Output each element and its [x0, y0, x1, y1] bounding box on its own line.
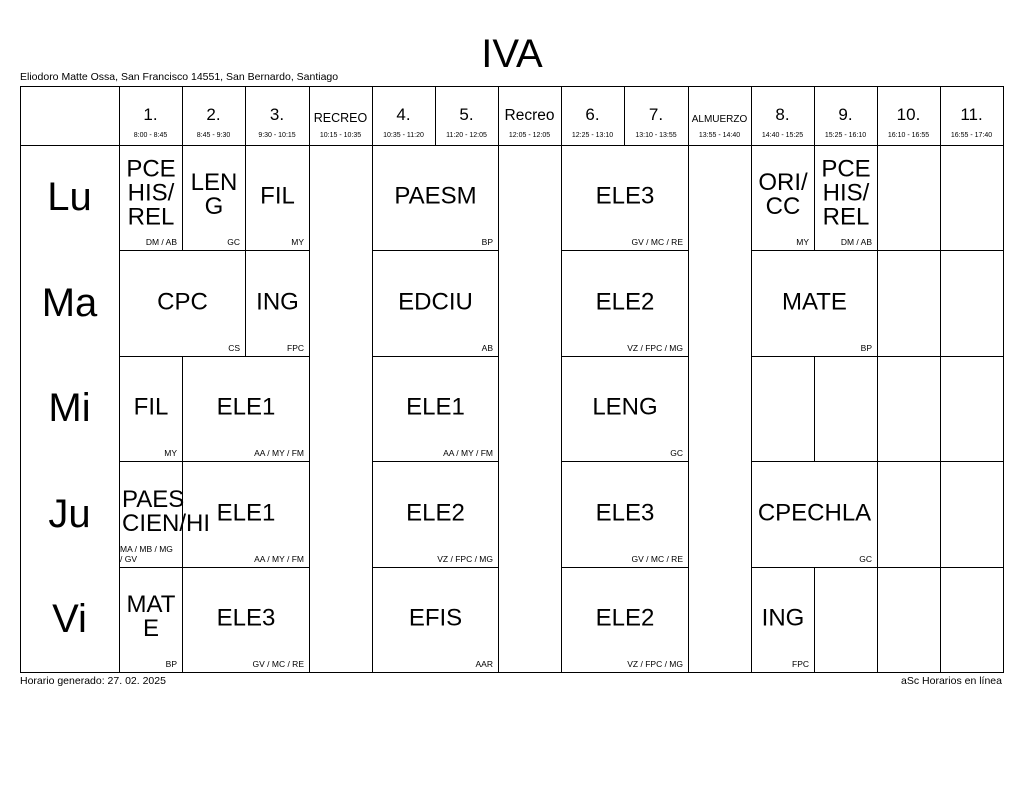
lesson-cell[interactable] — [183, 146, 245, 250]
period-time: 13:55 - 14:40 — [698, 132, 741, 139]
period-time: 12:25 - 13:10 — [571, 132, 614, 139]
lesson-teacher: MY — [291, 237, 304, 247]
lesson-teacher: BP — [860, 343, 872, 353]
lesson-teacher: CS — [228, 343, 240, 353]
period-header — [498, 86, 561, 145]
lesson-teacher: GV / MC / RE — [631, 554, 683, 564]
lesson-teacher: DM / AB — [145, 237, 177, 247]
period-time: 11:20 - 12:05 — [446, 132, 487, 139]
lesson-teacher: AAR — [475, 659, 493, 669]
grid-line — [940, 250, 1003, 251]
grid-line — [940, 461, 941, 568]
lesson-subject: MATE — [782, 288, 847, 316]
lesson-subject: ELE2 — [595, 288, 655, 316]
lesson-cell[interactable] — [120, 568, 182, 672]
grid-line — [814, 672, 877, 673]
grid-line — [309, 356, 310, 462]
period-time: 16:10 - 16:55 — [887, 132, 930, 139]
lesson-teacher: BP — [481, 237, 493, 247]
period-header — [877, 86, 940, 145]
lesson-teacher: VZ / FPC / MG — [627, 343, 683, 353]
lesson-subject: CPECHLA — [757, 499, 872, 527]
period-header — [561, 86, 624, 145]
grid-line — [751, 356, 752, 462]
grid-line — [940, 461, 1003, 462]
lesson-cell[interactable] — [183, 568, 309, 672]
day-label: Ma — [41, 280, 98, 325]
lesson-subject: ELE1 — [216, 393, 276, 421]
period-label: 11. — [960, 105, 983, 124]
period-label: 10. — [896, 105, 921, 124]
grid-line — [814, 567, 815, 673]
lesson-subject: PAES CIEN/HI — [122, 485, 211, 537]
period-time: 14:40 - 15:25 — [761, 132, 804, 139]
period-time: 10:35 - 11:20 — [383, 132, 424, 139]
lesson-teacher: AA / MY / FM — [254, 554, 304, 564]
grid-line — [877, 461, 878, 568]
grid-line — [877, 250, 940, 251]
period-header — [245, 86, 309, 145]
lesson-cell[interactable] — [752, 462, 877, 567]
grid-line — [940, 672, 1003, 673]
lesson-teacher: VZ / FPC / MG — [627, 659, 683, 669]
day-label: Lu — [47, 175, 92, 219]
period-header — [309, 86, 372, 145]
grid-line — [814, 356, 877, 357]
lesson-teacher: GC — [227, 237, 240, 247]
period-header — [435, 86, 498, 145]
lesson-cell[interactable] — [246, 251, 309, 356]
lesson-teacher: MY — [796, 237, 809, 247]
grid-line — [688, 567, 689, 673]
period-time: 9:30 - 10:15 — [258, 132, 296, 139]
lesson-cell[interactable] — [562, 462, 688, 567]
grid-line — [688, 250, 689, 357]
period-label: 1. — [143, 105, 158, 124]
grid-line — [877, 356, 940, 357]
period-header — [182, 86, 245, 145]
period-time: 16:55 - 17:40 — [950, 132, 993, 139]
lesson-subject: ELE1 — [216, 499, 276, 527]
grid-line — [309, 672, 372, 673]
grid-line — [688, 672, 751, 673]
period-header — [688, 86, 751, 145]
grid-line — [309, 145, 310, 251]
school-address: Eliodoro Matte Ossa, San Francisco 14551, San Bernardo, Santiago — [20, 71, 339, 83]
grid-line — [1003, 86, 1004, 673]
lesson-subject: ELE2 — [595, 604, 655, 632]
lesson-cell[interactable] — [183, 357, 309, 461]
grid-line — [624, 672, 688, 673]
lesson-cell[interactable] — [373, 251, 498, 356]
lesson-subject: ORI/ CC — [758, 169, 808, 221]
software-credit: aSc Horarios en línea — [901, 675, 1002, 687]
period-label: 7. — [648, 105, 664, 124]
lesson-cell[interactable] — [562, 357, 688, 461]
grid-line — [498, 461, 499, 568]
lesson-cell[interactable] — [120, 251, 245, 356]
period-time: 8:00 - 8:45 — [133, 132, 168, 139]
lesson-teacher: GC — [859, 554, 872, 564]
lesson-teacher: FPC — [792, 659, 809, 669]
period-time: 8:45 - 9:30 — [196, 132, 231, 139]
lesson-subject: PCE HIS/ REL — [821, 155, 871, 231]
lesson-teacher: GV / MC / RE — [252, 659, 304, 669]
grid-line — [498, 250, 499, 357]
generated-date: Horario generado: 27. 02. 2025 — [20, 675, 166, 687]
grid-line — [940, 356, 941, 462]
period-label: Recreo — [504, 107, 555, 124]
lesson-teacher: MY — [164, 448, 177, 458]
grid-line — [877, 567, 940, 568]
day-label: Vi — [52, 597, 87, 641]
lesson-cell[interactable] — [373, 146, 498, 250]
lesson-subject: CPC — [157, 288, 208, 316]
grid-line — [877, 145, 878, 251]
lesson-subject: ING — [256, 288, 299, 316]
grid-line — [877, 461, 940, 462]
grid-line — [814, 356, 815, 462]
period-label: 9. — [838, 105, 853, 124]
grid-line — [877, 356, 878, 462]
lesson-subject: PCE HIS/ REL — [126, 155, 176, 231]
lesson-subject: ELE2 — [406, 499, 465, 527]
lesson-subject: PAESM — [394, 182, 477, 210]
lesson-teacher: DM / AB — [840, 237, 872, 247]
period-label: 2. — [206, 105, 221, 124]
lesson-cell[interactable] — [752, 251, 877, 356]
lesson-teacher: FPC — [287, 343, 304, 353]
grid-line — [688, 145, 689, 251]
lesson-subject: ELE3 — [595, 182, 655, 210]
lesson-subject: LEN G — [190, 169, 238, 221]
lesson-cell[interactable] — [752, 568, 814, 672]
grid-line — [940, 250, 941, 357]
lesson-subject: ELE1 — [406, 393, 465, 421]
grid-line — [940, 356, 1003, 357]
grid-line — [814, 567, 877, 568]
lesson-subject: FIL — [133, 393, 169, 421]
lesson-cell[interactable] — [562, 568, 688, 672]
period-time: 13:10 - 13:55 — [635, 132, 677, 139]
grid-line — [688, 356, 689, 462]
period-header — [372, 86, 435, 145]
period-header — [940, 86, 1003, 145]
grid-line — [877, 567, 878, 673]
lesson-cell[interactable] — [120, 357, 182, 461]
lesson-cell[interactable] — [373, 568, 498, 672]
grid-line — [372, 672, 435, 673]
lesson-teacher: GV / MC / RE — [631, 237, 683, 247]
lesson-cell[interactable] — [120, 146, 182, 250]
lesson-subject: EFIS — [408, 604, 463, 632]
lesson-subject: ELE3 — [595, 499, 655, 527]
lesson-teacher: AA / MY / FM — [254, 448, 304, 458]
lesson-teacher: BP — [165, 659, 177, 669]
lesson-cell[interactable] — [752, 146, 814, 250]
lesson-subject: FIL — [260, 182, 295, 210]
grid-line — [877, 250, 878, 357]
period-time: 10:15 - 10:35 — [319, 132, 362, 139]
period-header — [814, 86, 877, 145]
period-label: 4. — [396, 105, 411, 124]
lesson-teacher: MA / MB / MG / GV — [120, 544, 173, 564]
lesson-subject: LENG — [592, 393, 658, 421]
timetable-title: IVA — [481, 32, 543, 76]
grid-line — [498, 567, 499, 673]
period-time: 12:05 - 12:05 — [508, 132, 551, 139]
period-time: 15:25 - 16:10 — [824, 132, 867, 139]
lesson-cell[interactable] — [815, 146, 877, 250]
lesson-teacher: AA / MY / FM — [443, 448, 493, 458]
period-label: RECREO — [313, 111, 368, 125]
period-label: 6. — [585, 105, 600, 124]
period-header — [751, 86, 814, 145]
grid-line — [561, 672, 624, 673]
lesson-cell[interactable] — [373, 462, 498, 567]
lesson-cell[interactable] — [246, 146, 309, 250]
lesson-cell[interactable] — [373, 357, 498, 461]
period-label: 8. — [775, 105, 790, 124]
period-label: 3. — [269, 105, 285, 124]
lesson-subject: ING — [761, 604, 805, 632]
grid-line — [751, 672, 814, 673]
lesson-cell[interactable] — [562, 146, 688, 250]
grid-line — [940, 567, 941, 673]
lesson-teacher: VZ / FPC / MG — [437, 554, 493, 564]
grid-line — [309, 461, 310, 568]
grid-line — [751, 356, 814, 357]
grid-line — [498, 672, 561, 673]
grid-line — [688, 461, 689, 568]
day-label: Ju — [48, 491, 91, 536]
lesson-subject: ELE3 — [216, 604, 276, 632]
period-label: 5. — [459, 105, 474, 124]
period-label: ALMUERZO — [691, 114, 748, 125]
grid-line — [245, 672, 309, 673]
lesson-cell[interactable] — [562, 251, 688, 356]
grid-line — [498, 145, 499, 251]
grid-line — [498, 356, 499, 462]
day-label: Mi — [48, 386, 91, 430]
grid-line — [435, 672, 498, 673]
grid-line — [309, 250, 310, 357]
lesson-teacher: AB — [481, 343, 493, 353]
grid-line — [119, 672, 182, 673]
lesson-subject: MAT E — [126, 591, 176, 643]
grid-line — [182, 672, 245, 673]
grid-line — [940, 145, 941, 251]
lesson-cell[interactable] — [183, 462, 309, 567]
grid-line — [940, 567, 1003, 568]
lesson-subject: EDCIU — [398, 288, 473, 316]
lesson-teacher: GC — [670, 448, 683, 458]
period-header — [624, 86, 688, 145]
lesson-cell[interactable] — [120, 462, 211, 567]
grid-line — [877, 672, 940, 673]
grid-line — [309, 567, 310, 673]
period-header — [119, 86, 182, 145]
